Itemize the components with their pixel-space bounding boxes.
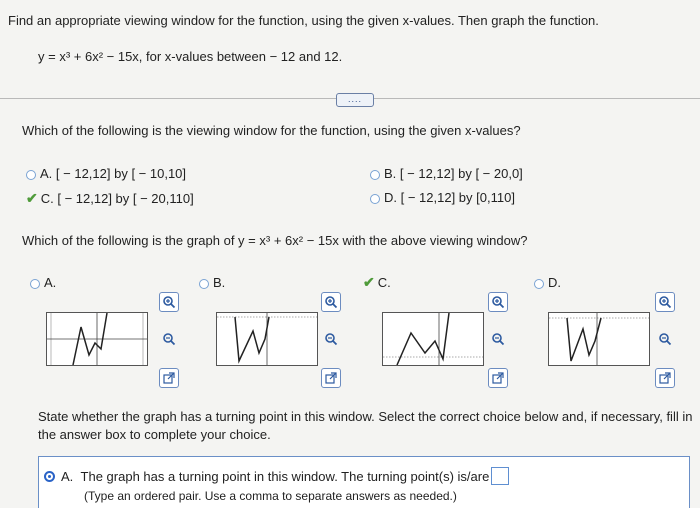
q1-option-b[interactable] xyxy=(370,166,523,181)
q1-option-c-letter: C. xyxy=(40,191,54,206)
q1-option-c[interactable] xyxy=(26,190,194,207)
q3-choice-text: The graph has a turning point in this window. The turning point(s) is/are xyxy=(80,469,490,484)
q2-option-b[interactable] xyxy=(199,275,225,290)
radio-icon[interactable] xyxy=(370,170,380,180)
q3-question-line1: State whether the graph has a turning point in this window. Select the correct choice below and, if necessary, fill in xyxy=(38,409,693,424)
q3-choice-hint: (Type an ordered pair. Use a comma to separate answers as needed.) xyxy=(84,489,457,503)
q1-option-a-letter: A. xyxy=(40,166,53,181)
q1-option-b-letter: B. xyxy=(384,166,397,181)
checkmark-icon: ✔ xyxy=(26,190,38,206)
q1-option-a-text: [ − 12,12] by [ − 10,10] xyxy=(55,166,187,181)
q2-option-a[interactable] xyxy=(30,275,56,290)
zoom-in-icon[interactable] xyxy=(655,292,675,312)
q1-option-d-text: [ − 12,12] by [0,110] xyxy=(400,190,515,205)
q1-option-b-text: [ − 12,12] by [ − 20,0] xyxy=(399,166,523,181)
zoom-out-icon[interactable] xyxy=(159,329,179,349)
q2-option-d-letter: D. xyxy=(548,275,561,290)
zoom-in-icon[interactable] xyxy=(321,292,341,312)
q3-choice-letter: A. xyxy=(61,469,74,484)
q2-question: Which of the following is the graph of y = x³ + 6x² − 15x with the above viewing window? xyxy=(22,233,528,248)
radio-icon[interactable] xyxy=(26,170,36,180)
answer-input[interactable] xyxy=(491,467,509,485)
zoom-in-icon[interactable] xyxy=(488,292,508,312)
radio-icon[interactable] xyxy=(30,279,40,289)
problem-function: y = x³ + 6x² − 15x, for x-values between − 12 and 12. xyxy=(38,49,343,64)
q2-option-a-letter: A. xyxy=(44,275,57,290)
graph-c[interactable] xyxy=(382,312,484,366)
radio-icon[interactable] xyxy=(370,194,380,204)
zoom-out-icon[interactable] xyxy=(321,329,341,349)
graph-a[interactable] xyxy=(46,312,148,366)
zoom-out-icon[interactable] xyxy=(488,329,508,349)
graph-d[interactable] xyxy=(548,312,650,366)
q2-option-d[interactable] xyxy=(534,275,561,290)
q3-choice-a[interactable] xyxy=(44,467,509,485)
expand-icon[interactable] xyxy=(488,368,508,388)
q2-option-c[interactable] xyxy=(363,274,391,291)
q1-option-a[interactable] xyxy=(26,166,186,181)
q3-question-line2: the answer box to complete your choice. xyxy=(38,427,271,442)
expand-icon[interactable] xyxy=(321,368,341,388)
q1-question: Which of the following is the viewing window for the function, using the given x-values? xyxy=(22,123,521,138)
q2-option-c-letter: C. xyxy=(377,275,391,290)
q1-option-d[interactable] xyxy=(370,190,515,205)
q1-option-c-text: [ − 12,12] by [ − 20,110] xyxy=(57,191,194,206)
checkmark-icon: ✔ xyxy=(363,274,375,290)
selected-radio-icon[interactable] xyxy=(44,471,55,482)
zoom-in-icon[interactable] xyxy=(159,292,179,312)
q1-option-d-letter: D. xyxy=(384,190,397,205)
zoom-out-icon[interactable] xyxy=(655,329,675,349)
radio-icon[interactable] xyxy=(199,279,209,289)
show-more-button[interactable]: .... xyxy=(336,93,374,107)
expand-icon[interactable] xyxy=(655,368,675,388)
q2-option-b-letter: B. xyxy=(213,275,226,290)
graph-b[interactable] xyxy=(216,312,318,366)
expand-icon[interactable] xyxy=(159,368,179,388)
radio-icon[interactable] xyxy=(534,279,544,289)
problem-instruction: Find an appropriate viewing window for the function, using the given x-values. Then graph the function. xyxy=(8,13,599,28)
